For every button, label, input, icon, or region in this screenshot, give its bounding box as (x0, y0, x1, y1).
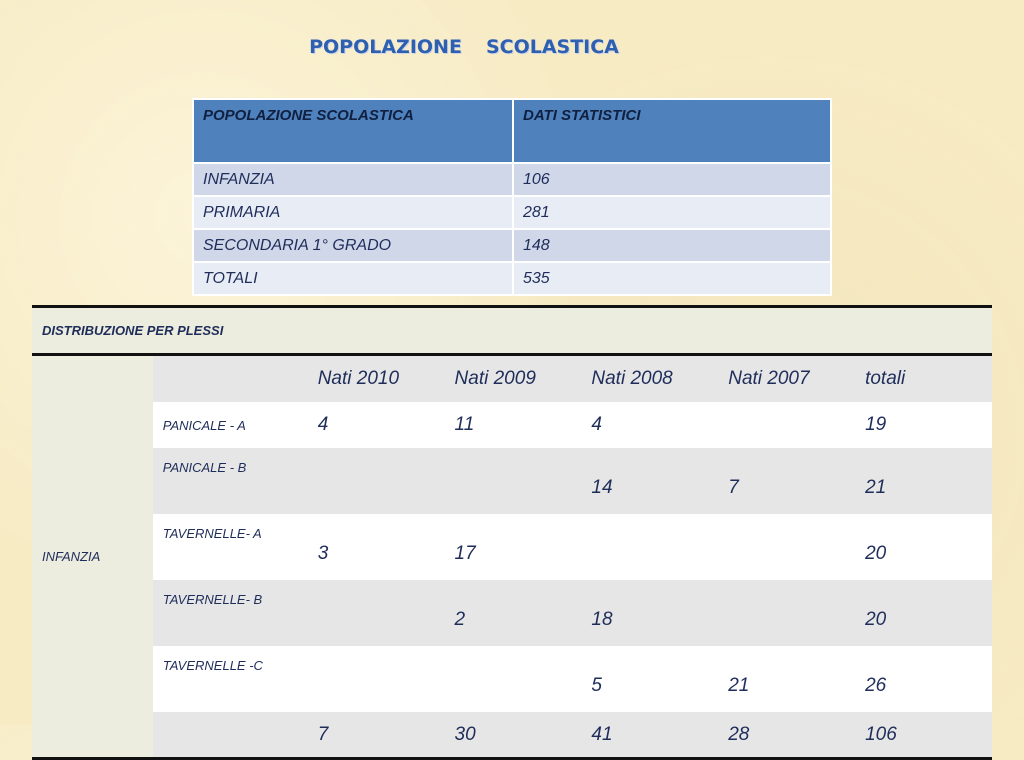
plesso-header (153, 355, 308, 403)
column-header: Nati 2008 (581, 355, 718, 403)
cell-value: 20 (855, 580, 992, 646)
cell-value: 3 (308, 514, 445, 580)
table-row (193, 196, 831, 229)
cell-value: 19 (855, 402, 992, 448)
plesso-label-empty (153, 712, 308, 759)
page-title (0, 36, 928, 58)
plesso-label: TAVERNELLE- B (153, 580, 308, 646)
distribution-title: DISTRIBUZIONE PER PLESSI (32, 307, 992, 355)
table-row (32, 646, 992, 712)
table-row (32, 514, 992, 580)
table-row (193, 262, 831, 295)
cell-value: 21 (855, 448, 992, 514)
total-value: 106 (855, 712, 992, 759)
summary-table (192, 98, 832, 296)
cell-value (308, 646, 445, 712)
total-value: 28 (718, 712, 855, 759)
cell-value (581, 514, 718, 580)
cell-value (445, 448, 582, 514)
total-value: 30 (445, 712, 582, 759)
cell-value: 4 (308, 402, 445, 448)
cell-value (308, 580, 445, 646)
cell-value: 2 (445, 580, 582, 646)
column-header: Nati 2010 (308, 355, 445, 403)
cell-value: 26 (855, 646, 992, 712)
cell-value (718, 402, 855, 448)
cell-value: 4 (581, 402, 718, 448)
total-value: 41 (581, 712, 718, 759)
plesso-label: PANICALE - B (153, 448, 308, 514)
category-label: INFANZIA (32, 355, 153, 759)
plesso-label: TAVERNELLE -C (153, 646, 308, 712)
summary-label: INFANZIA (193, 163, 513, 196)
totals-row (32, 712, 992, 759)
cell-value (718, 580, 855, 646)
cell-value: 20 (855, 514, 992, 580)
cell-value: 11 (445, 402, 582, 448)
summary-value: 535 (513, 262, 831, 295)
cell-value: 5 (581, 646, 718, 712)
column-header: Nati 2007 (718, 355, 855, 403)
column-header: Nati 2009 (445, 355, 582, 403)
table-row (193, 229, 831, 262)
distribution-title-row (32, 307, 992, 355)
summary-label: PRIMARIA (193, 196, 513, 229)
plesso-label: TAVERNELLE- A (153, 514, 308, 580)
summary-header-value: DATI STATISTICI (513, 99, 831, 163)
table-row (32, 448, 992, 514)
cell-value: 21 (718, 646, 855, 712)
table-row (32, 580, 992, 646)
cell-value: 17 (445, 514, 582, 580)
table-row (32, 402, 992, 448)
title-word-1: POPOLAZIONE (309, 36, 462, 58)
summary-value: 148 (513, 229, 831, 262)
summary-label: TOTALI (193, 262, 513, 295)
column-header: totali (855, 355, 992, 403)
total-value: 7 (308, 712, 445, 759)
cell-value: 7 (718, 448, 855, 514)
cell-value (308, 448, 445, 514)
cell-value (718, 514, 855, 580)
cell-value: 18 (581, 580, 718, 646)
title-word-2: SCOLASTICA (485, 36, 619, 58)
summary-header-row (193, 99, 831, 163)
table-row (193, 163, 831, 196)
distribution-table (32, 305, 992, 760)
plesso-label: PANICALE - A (153, 402, 308, 448)
distribution-header-row (32, 355, 992, 403)
cell-value (445, 646, 582, 712)
summary-value: 281 (513, 196, 831, 229)
summary-value: 106 (513, 163, 831, 196)
cell-value: 14 (581, 448, 718, 514)
summary-header-category: POPOLAZIONE SCOLASTICA (193, 99, 513, 163)
summary-label: SECONDARIA 1° GRADO (193, 229, 513, 262)
